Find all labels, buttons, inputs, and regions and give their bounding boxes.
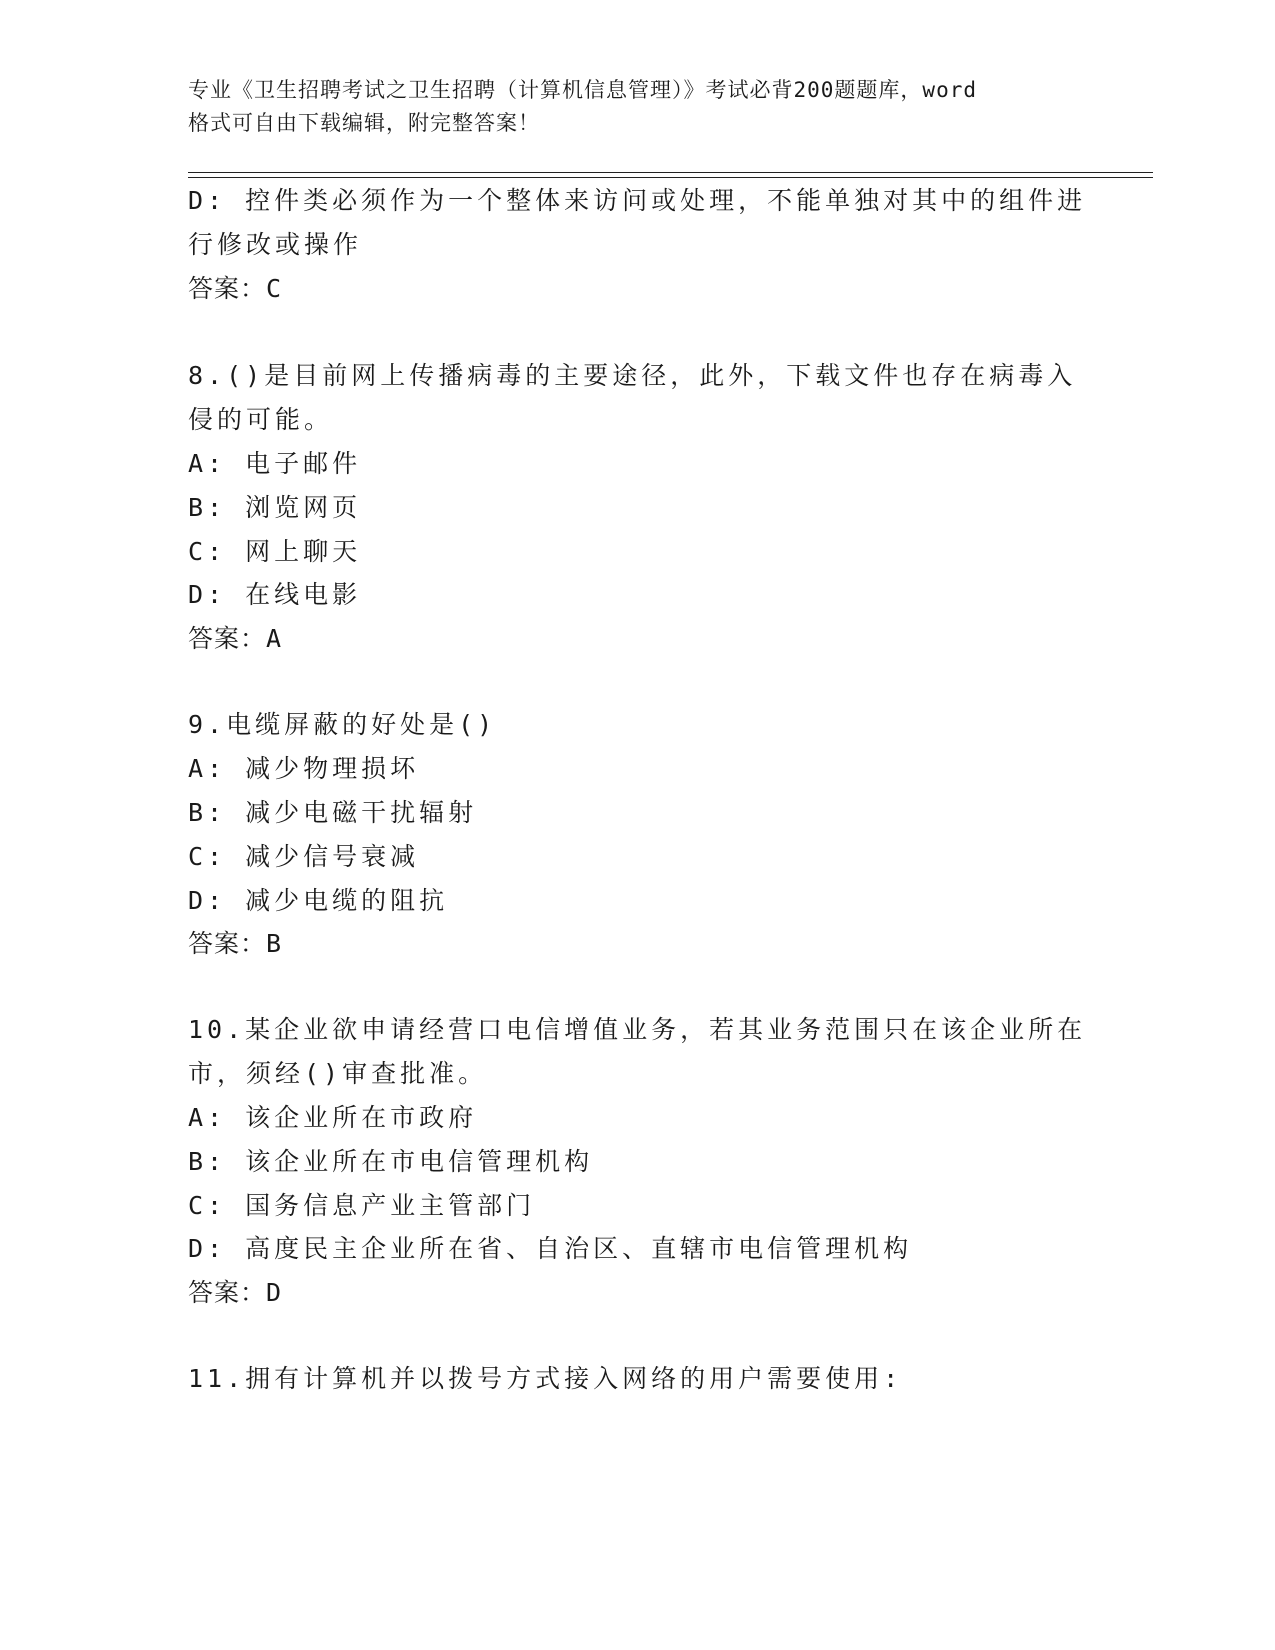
- question-10-option-c: C: 国务信息产业主管部门: [188, 1191, 536, 1220]
- question-8-stem: 8.()是目前网上传播病毒的主要途径，此外，下载文件也存在病毒入: [188, 361, 1077, 390]
- question-10-option-a: A: 该企业所在市政府: [188, 1103, 478, 1132]
- question-10-option-d: D: 高度民主企业所在省、自治区、直辖市电信管理机构: [188, 1234, 913, 1263]
- question-10-stem: 10.某企业欲申请经营口电信增值业务，若其业务范围只在该企业所在: [188, 1015, 1087, 1044]
- header-line-1: 专业《卫生招聘考试之卫生招聘（计算机信息管理）》考试必背200题题库，word: [188, 78, 977, 102]
- question-9-option-b: B: 减少电磁干扰辐射: [188, 798, 478, 827]
- question-10-stem-continued: 市，须经()审查批准。: [188, 1059, 488, 1088]
- document-header: [188, 74, 1088, 140]
- question-11-stem: 11.拥有计算机并以拨号方式接入网络的用户需要使用:: [188, 1364, 903, 1393]
- question-8-option-a: A: 电子邮件: [188, 449, 362, 478]
- option-d-continued: 行修改或操作: [188, 230, 363, 259]
- header-rule-bottom: [188, 177, 1153, 178]
- question-9-stem: 9.电缆屏蔽的好处是(): [188, 710, 497, 739]
- question-10-option-b: B: 该企业所在市电信管理机构: [188, 1147, 594, 1176]
- answer-label: 答案：C: [188, 274, 283, 303]
- question-9-answer: 答案：B: [188, 929, 283, 958]
- option-d: D: 控件类必须作为一个整体来访问或处理，不能单独对其中的组件进: [188, 186, 1087, 215]
- question-8-option-b: B: 浏览网页: [188, 493, 362, 522]
- question-9-option-c: C: 减少信号衰减: [188, 842, 420, 871]
- header-rule-top: [188, 172, 1153, 173]
- question-8-option-d: D: 在线电影: [188, 580, 362, 609]
- question-9-option-a: A: 减少物理损坏: [188, 754, 420, 783]
- question-10-answer: 答案：D: [188, 1278, 283, 1307]
- question-8-option-c: C: 网上聊天: [188, 537, 362, 566]
- question-8-stem-continued: 侵的可能。: [188, 405, 334, 434]
- question-8-answer: 答案：A: [188, 624, 283, 653]
- question-9-option-d: D: 减少电缆的阻抗: [188, 886, 449, 915]
- header-line-2: 格式可自由下载编辑，附完整答案！: [188, 111, 540, 135]
